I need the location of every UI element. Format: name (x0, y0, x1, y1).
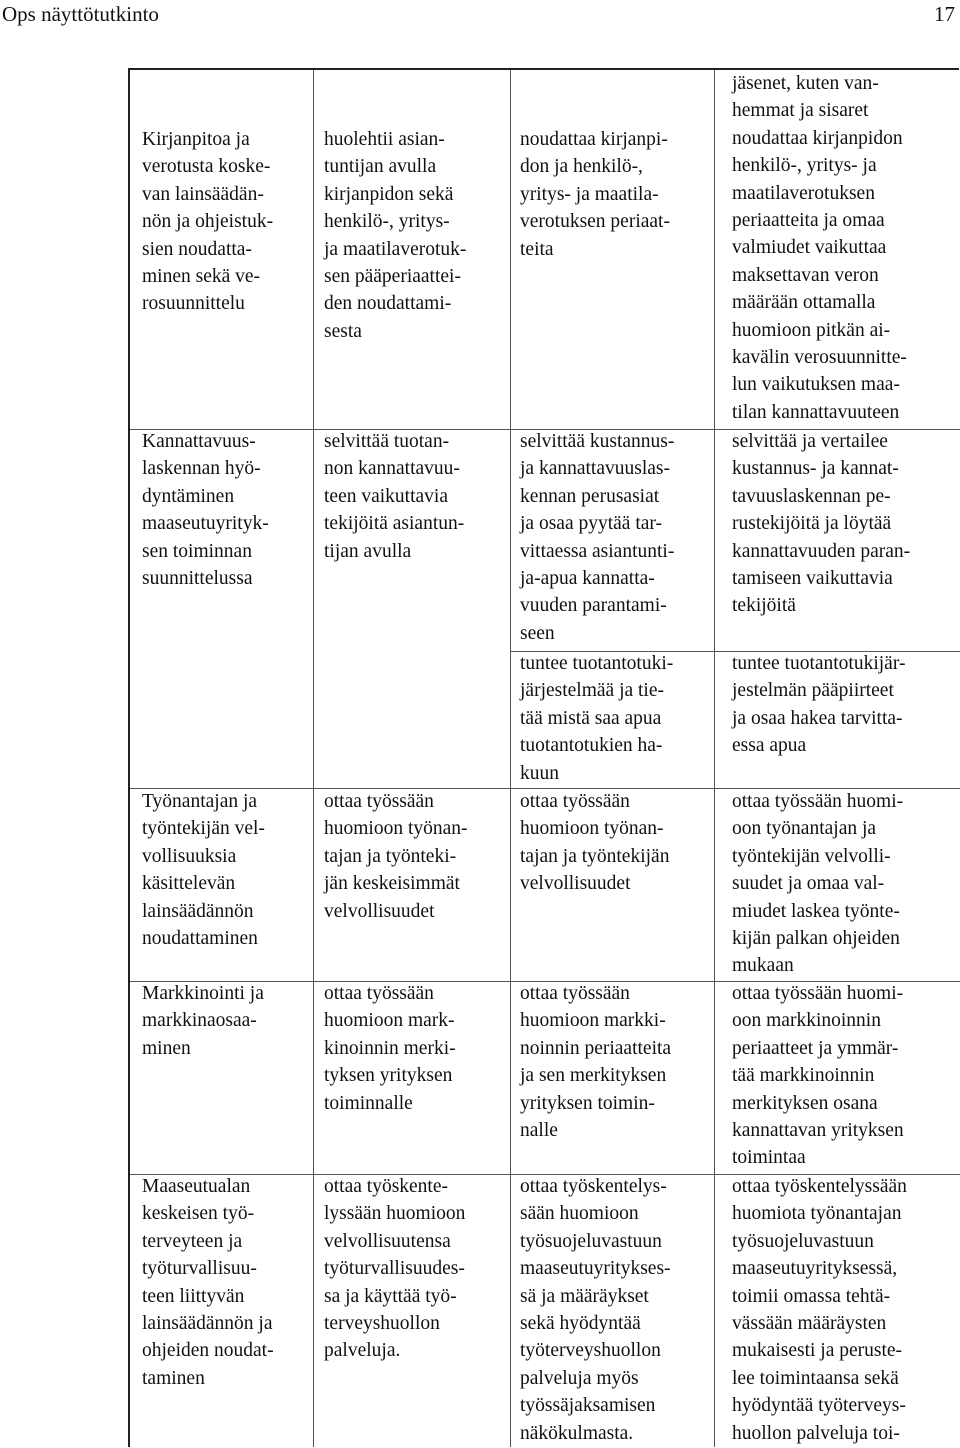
page-number: 17 (934, 2, 955, 26)
level-3-cell: ottaa työskentelyssään huomiota työnantajan työsuojeluvastuun maaseutuyrityksessä, toimii omassa tehtä- vässään määräysten mukaisesti ja peruste- lee toimintaansa sekä hyödyntää työterveys- huollon palveluja toi- (732, 1176, 907, 1444)
level-1-cell: selvittää tuotan- non kannattavuu- teen vaikuttavia tekijöitä asiantun- tijan avulla (324, 431, 465, 562)
level-2-cell: tuntee tuotantotuki- järjestelmää ja tie- tää mistä saa apua tuotantotukien ha- kuun (520, 653, 674, 784)
level-3-cell: ottaa työssään huomi- oon työnantajan ja työntekijän velvolli- suudet ja omaa val- miudet laskea työnte- kijän palkan ohjeiden mukaan (732, 791, 904, 977)
column-divider (510, 70, 511, 1447)
level-1-cell: huolehtii asian- tuntijan avulla kirjanpidon sekä henkilö-, yritys- ja maatilaverotuk- sen pääperiaattei- den noudattami- sesta (324, 129, 467, 342)
level-3-cell: tuntee tuotantotukijär- jestelmän pääpiirteet ja osaa hakea tarvitta- essa apua (732, 653, 906, 757)
level-3-cell: ottaa työssään huomi- oon markkinoinnin periaatteet ja ymmär- tää markkinoinnin merkityksen osana kannattavan yrityksen toimintaa (732, 983, 904, 1169)
level-1-cell: ottaa työskente- lyssään huomioon velvollisuutensa työturvallisuudes- sa ja käyttää työ- terveyshuollon palveluja. (324, 1176, 466, 1362)
level-2-cell: ottaa työssään huomioon työnan- tajan ja työntekijän velvollisuudet (520, 791, 670, 895)
topic-cell: Maaseutualan keskeisen työ- terveyteen ja työturvallisuu- teen liittyvän lainsäädännön ja ohjeiden noudat- taminen (142, 1176, 274, 1389)
level-1-cell: ottaa työssään huomioon työnan- tajan ja työnteki- jän keskeisimmät velvollisuudet (324, 791, 468, 922)
column-divider (714, 70, 715, 1447)
topic-cell: Työnantajan ja työntekijän vel- vollisuuksia käsittelevän lainsäädännön noudattaminen (142, 791, 265, 950)
level-2-cell: noudattaa kirjanpi- don ja henkilö-, yritys- ja maatila- verotuksen periaat- teita (520, 129, 670, 260)
column-divider (313, 70, 314, 1447)
level-1-cell: ottaa työssään huomioon mark- kinoinnin merki- tyksen yrityksen toiminnalle (324, 983, 456, 1114)
level-2-cell: selvittää kustannus- ja kannattavuuslas- kennan perusasiat ja osaa pyytää tar- vittaessa asiantunti- ja-apua kannatta- vuuden parantami- seen (520, 431, 675, 644)
document-title: Ops näyttötutkinto (2, 2, 159, 26)
level-3-cell: selvittää ja vertailee kustannus- ja kannat- tavuuslaskennan pe- rustekijöitä ja löytää kannattavuuden paran- tamiseen vaikuttavia tekijöitä (732, 431, 911, 617)
topic-cell: Markkinointi ja markkinaosaa- minen (142, 983, 264, 1059)
topic-cell: Kannattavuus- laskennan hyö- dyntäminen maaseutuyrityk- sen toiminnan suunnittelussa (142, 431, 269, 590)
criteria-table (128, 68, 959, 1447)
topic-cell: Kirjanpitoa ja verotusta koske- van lainsäädän- nön ja ohjeistuk- sien noudatta- minen sekä ve- rosuunnittelu (142, 129, 274, 315)
level-2-cell: ottaa työssään huomioon markki- noinnin periaatteita ja sen merkityksen yrityksen toimin- nalle (520, 983, 672, 1142)
level-2-cell: ottaa työskentelys- sään huomioon työsuojeluvastuun maaseutuyritykses- sä ja määräykset sekä hyödyntää työterveyshuollon palveluja myös työssäjaksamisen näkökulmasta. (520, 1176, 671, 1444)
page-header (0, 0, 960, 30)
level-3-cell: jäsenet, kuten van- hemmat ja sisaret noudattaa kirjanpidon henkilö-, yritys- ja maatilaverotuksen periaatteita ja omaa valmiudet vaikuttaa maksettavan veron määrään ottamalla huomioon pitkän ai- kavälin verosuunnitte- lun vaikutuksen maa- tilan kannattavuuteen (732, 73, 907, 423)
